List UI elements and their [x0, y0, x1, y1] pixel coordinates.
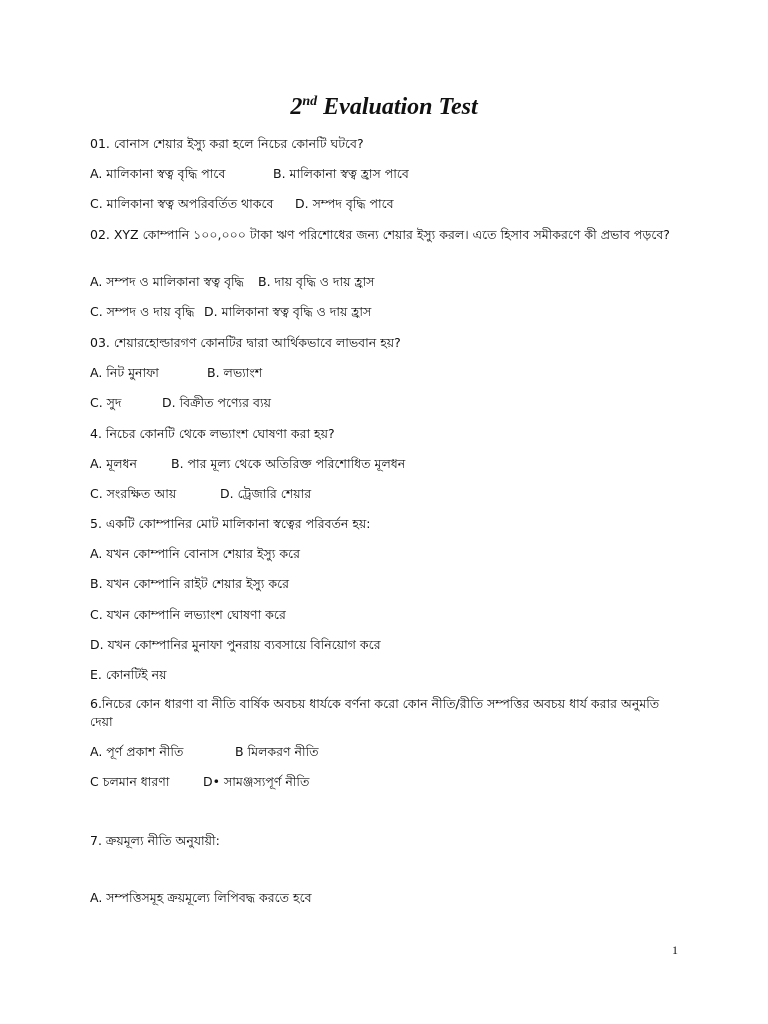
question-2: 02. XYZ কোম্পানি ১০০,০০০ টাকা ঋণ পরিশোধের জন্য শেয়ার ইস্যু করল। এতে হিসাব সমীকরণে কী প্রভাব পড়বে?	[90, 227, 670, 242]
page-title	[0, 90, 768, 124]
option-c: C. সংরক্ষিত আয়	[90, 486, 177, 501]
title-superscript: nd	[302, 94, 318, 109]
page-number: 1	[672, 943, 678, 957]
option-a: A. মূলধন	[90, 456, 137, 471]
question-1-options-row-2	[90, 195, 680, 213]
question-6-options-row-1	[90, 743, 680, 761]
question-7: 7. ক্রয়মূল্য নীতি অনুযায়ী:	[90, 833, 220, 848]
question-5: 5. একটি কোম্পানির মোট মালিকানা স্বত্বের পরিবর্তন হয়:	[90, 516, 371, 531]
option-b: B. লভ্যাংশ	[207, 365, 263, 380]
option-a: A. পূর্ণ প্রকাশ নীতি	[90, 744, 184, 759]
option-a: A. সম্পদ ও মালিকানা স্বত্ব বৃদ্ধি	[90, 274, 244, 289]
option-c: C. মালিকানা স্বত্ব অপরিবর্তিত থাকবে	[90, 196, 274, 211]
question-6: 6.নিচের কোন ধারণা বা নীতি বার্ষিক অবচয় ধার্যকে বর্ণনা করো কোন নীতি/রীতি সম্পত্তির অবচয় ধার্য করার অনুমতি দেয়া	[90, 696, 660, 729]
option-c: C. সম্পদ ও দায় বৃদ্ধি	[90, 304, 195, 319]
question-3-options-row-1	[90, 364, 680, 382]
option-d: D. মালিকানা স্বত্ব বৃদ্ধি ও দায় হ্রাস	[204, 304, 372, 319]
option-b: B মিলকরণ নীতি	[235, 744, 319, 759]
question-3: 03. শেয়ারহোল্ডারগণ কোনটির দ্বারা আর্থিকভাবে লাভবান হয়?	[90, 335, 401, 350]
option-d: D. বিক্রীত পণ্যের ব্যয়	[162, 395, 271, 410]
question-5-option-a: A. যখন কোম্পানি বোনাস শেয়ার ইস্যু করে	[90, 546, 300, 561]
question-6-options-row-2	[90, 773, 680, 791]
option-a: A. নিট মুনাফা	[90, 365, 159, 380]
question-5-option-b: B. যখন কোম্পানি রাইট শেয়ার ইস্যু করে	[90, 576, 290, 591]
option-b: B. মালিকানা স্বত্ব হ্রাস পাবে	[273, 166, 409, 181]
option-d: D• সামঞ্জস্যপূর্ণ নীতি	[203, 774, 310, 789]
question-3-options-row-2	[90, 394, 680, 412]
question-2-options-row-2	[90, 303, 680, 321]
option-d: D. ট্রেজারি শেয়ার	[220, 486, 312, 501]
title-text: Evaluation Test	[317, 94, 478, 120]
option-b: B. পার মূল্য থেকে অতিরিক্ত পরিশোধিত মূলধন	[171, 456, 406, 471]
question-5-option-d: D. যখন কোম্পানির মুনাফা পুনরায় ব্যবসায়ে বিনিয়োগ করে	[90, 637, 381, 652]
option-b: B. দায় বৃদ্ধি ও দায় হ্রাস	[258, 274, 375, 289]
option-a: A. মালিকানা স্বত্ব বৃদ্ধি পাবে	[90, 166, 226, 181]
option-d: D. সম্পদ বৃদ্ধি পাবে	[295, 196, 394, 211]
question-1-options-row-1	[90, 165, 680, 183]
question-4-options-row-1	[90, 455, 680, 473]
question-2-options-row-1	[90, 273, 680, 291]
question-4: 4. নিচের কোনটি থেকে লভ্যাংশ ঘোষণা করা হয়?	[90, 426, 335, 441]
option-c: C. সুদ	[90, 395, 122, 410]
question-5-option-e: E. কোনটিই নয়	[90, 667, 167, 682]
title-number: 2	[290, 94, 303, 120]
question-7-option-a: A. সম্পত্তিসমূহ ক্রয়মূল্যে লিপিবদ্ধ করতে হবে	[90, 890, 312, 905]
option-c: C চলমান ধারণা	[90, 774, 170, 789]
question-5-option-c: C. যখন কোম্পানি লভ্যাংশ ঘোষণা করে	[90, 607, 286, 622]
question-4-options-row-2	[90, 485, 680, 503]
question-1: 01. বোনাস শেয়ার ইস্যু করা হলে নিচের কোনটি ঘটবে?	[90, 136, 364, 151]
